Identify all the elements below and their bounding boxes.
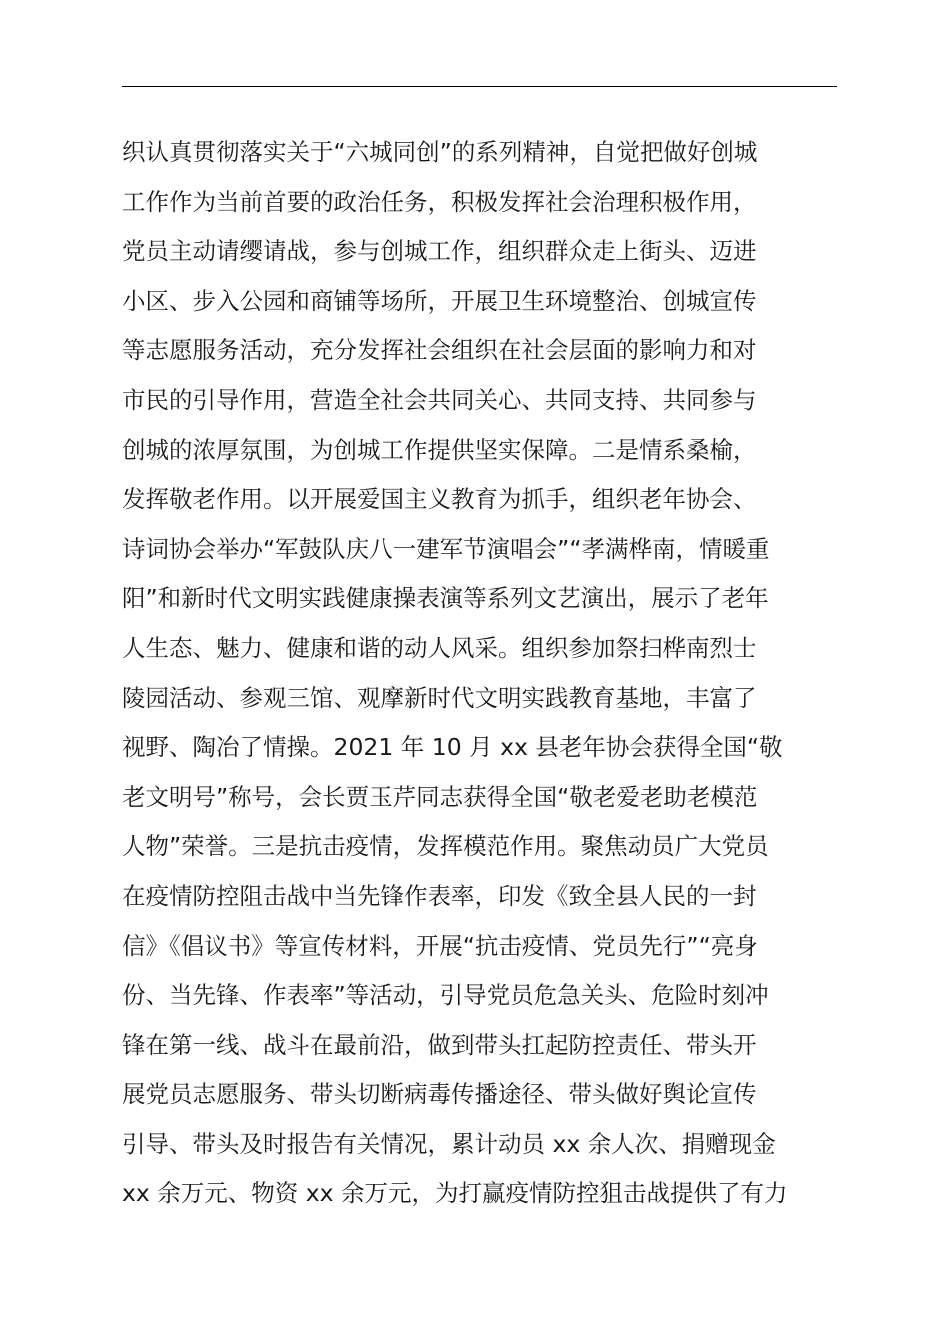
text-line: 展党员志愿服务、带头切断病毒传播途径、带头做好舆论宣传 <box>122 1080 757 1109</box>
text-line: 人物”荣誉。三是抗击疫情，发挥模范作用。聚焦动员广大党员 <box>122 832 769 861</box>
text-line: 党员主动请缨请战，参与创城工作，组织群众走上街头、迈进 <box>122 237 757 266</box>
text-line: 诗词协会举办“军鼓队庆八一建军节演唱会”“孝满桦南，情暖重 <box>122 534 770 563</box>
text-line: 视野、陶冶了情操。2021 年 10 月 xx 县老年协会获得全国“敬 <box>122 733 783 762</box>
text-line: 小区、步入公园和商铺等场所，开展卫生环境整治、创城宣传 <box>122 286 757 315</box>
text-line: 份、当先锋、作表率”等活动，引导党员危急关头、危险时刻冲 <box>122 981 769 1010</box>
text-line: 陵园活动、参观三馆、观摩新时代文明实践教育基地，丰富了 <box>122 683 757 712</box>
body-paragraph <box>122 128 842 1219</box>
text-line: 市民的引导作用，营造全社会共同关心、共同支持、共同参与 <box>122 385 757 414</box>
text-line: xx 余万元、物资 xx 余万元，为打赢疫情防控狙击战提供了有力 <box>122 1179 788 1208</box>
text-line: 锋在第一线、战斗在最前沿，做到带头扛起防控责任、带头开 <box>122 1030 757 1059</box>
text-line: 在疫情防控阻击战中当先锋作表率，印发《致全县人民的一封 <box>122 881 757 910</box>
text-line: 发挥敬老作用。以开展爱国主义教育为抓手，组织老年协会、 <box>122 485 757 514</box>
text-line: 阳”和新时代文明实践健康操表演等系列文艺演出，展示了老年 <box>122 584 769 613</box>
text-line: 老文明号”称号，会长贾玉芹同志获得全国“敬老爱老助老模范 <box>122 782 758 811</box>
text-line: 工作作为当前首要的政治任务，积极发挥社会治理积极作用， <box>122 187 757 216</box>
text-line: 引导、带头及时报告有关情况，累计动员 xx 余人次、捐赠现金 <box>122 1129 776 1158</box>
text-line: 信》《倡议书》等宣传材料，开展“抗击疫情、党员先行”“亮身 <box>122 931 758 960</box>
text-line: 织认真贯彻落实关于“六城同创”的系列精神，自觉把做好创城 <box>122 138 758 166</box>
header-divider <box>122 86 837 87</box>
text-line: 人生态、魅力、健康和谐的动人风采。组织参加祭扫桦南烈士 <box>122 633 757 662</box>
text-line: 创城的浓厚氛围，为创城工作提供坚实保障。二是情系桑榆， <box>122 435 757 464</box>
text-line: 等志愿服务活动，充分发挥社会组织在社会层面的影响力和对 <box>122 336 757 365</box>
